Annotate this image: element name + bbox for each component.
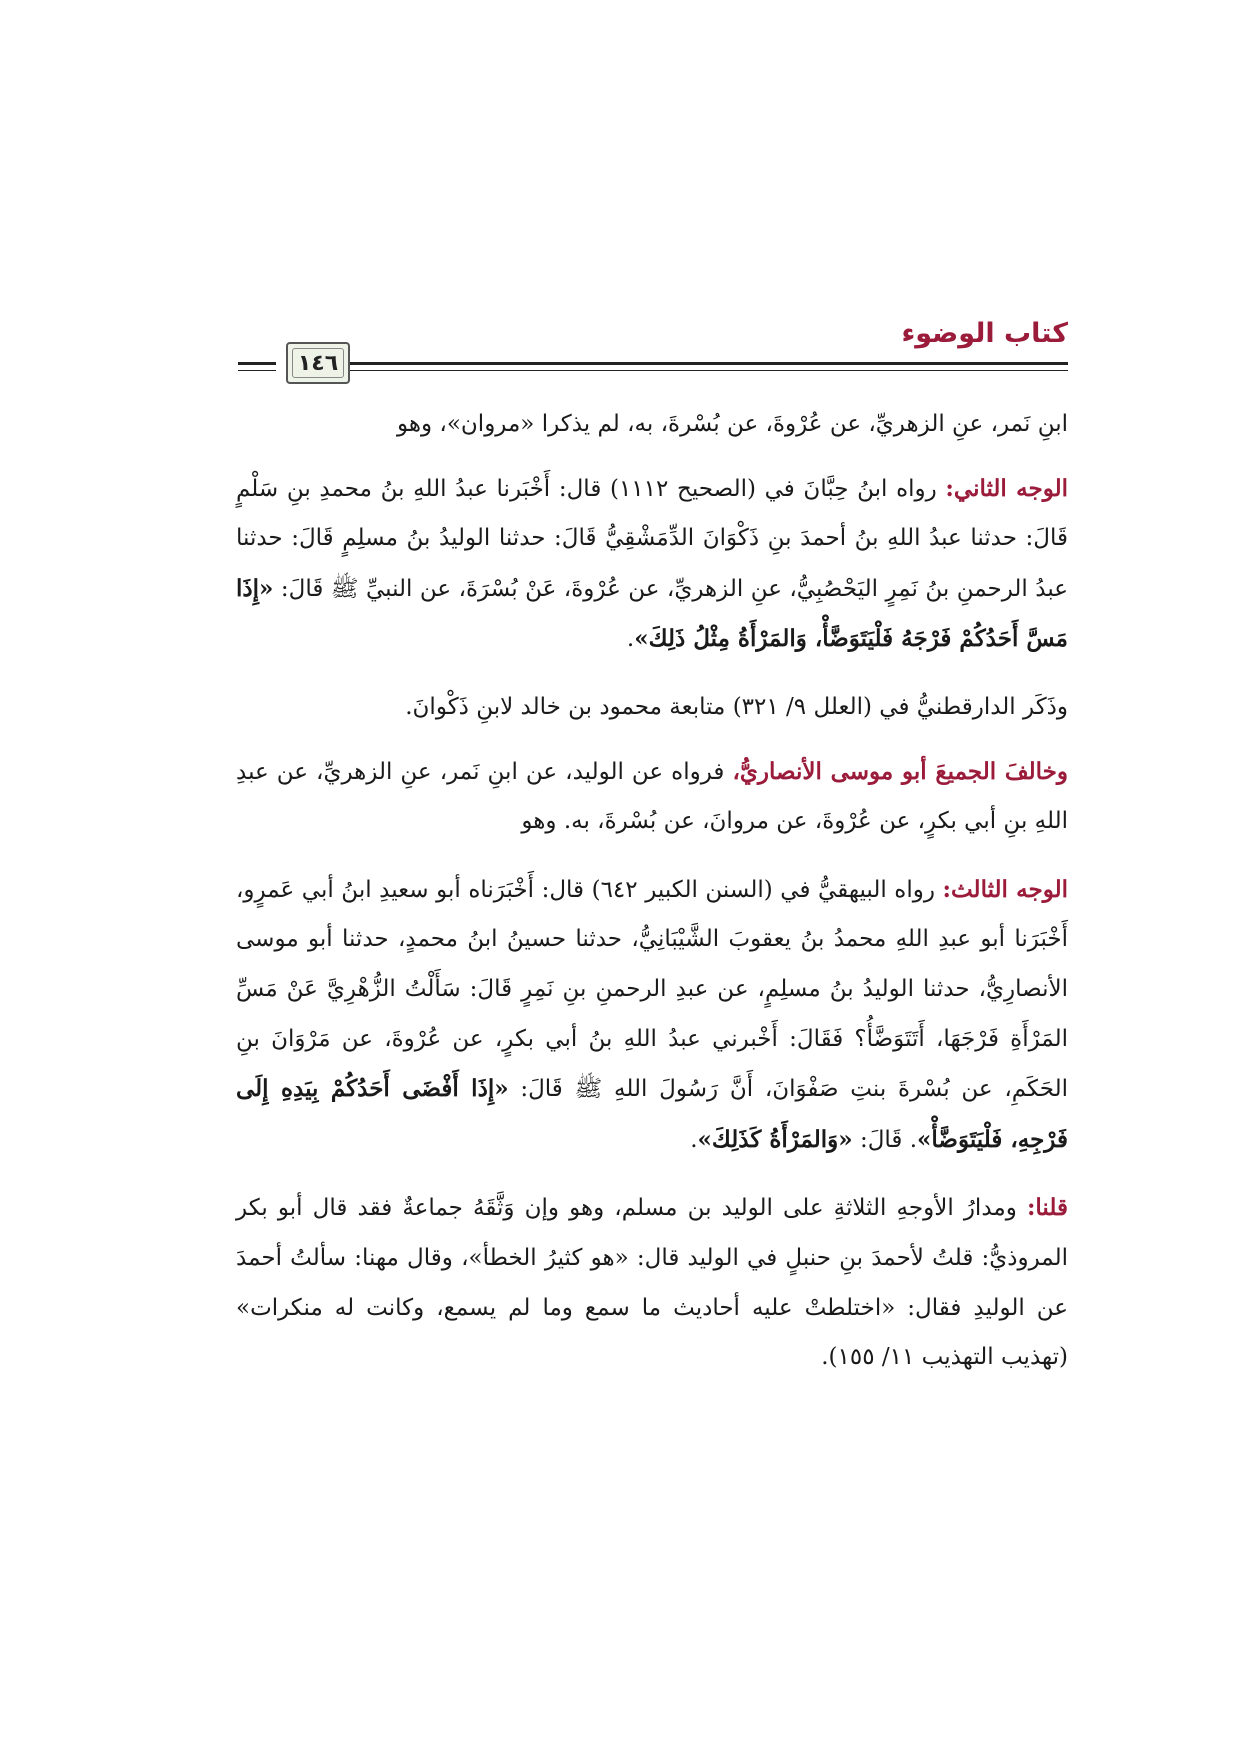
page-number: ١٤٦ bbox=[297, 350, 339, 376]
paragraph-3 bbox=[236, 683, 1068, 733]
paragraph-text-end: . bbox=[626, 626, 635, 653]
paragraph-text: . قَالَ: bbox=[852, 1126, 918, 1153]
section-heading: قلنا: bbox=[1026, 1194, 1068, 1222]
section-heading: الوجه الثالث: bbox=[942, 875, 1068, 903]
paragraph-text: ومدارُ الأوجهِ الثلاثةِ على الوليد بن مسلم، وهو وإن وَثَّقَهُ جماعةٌ فقد قال أبو بكر المروذيُّ: قلتُ لأحمدَ بنِ حنبلٍ في الوليد قال: «هو كثيرُ الخطأ»، وقال مهنا: سألتُ أحمدَ عن الوليدِ فقال: «اختلطتْ عليه أحاديث ما سمع وما لم يسمع، وكانت له منكرات» (تهذيب التهذيب ١١/ ١٥٥). bbox=[236, 1195, 1068, 1371]
paragraph-text: فرواه عن الوليد، عن ابنِ نَمر، عنِ الزهريِّ، عن عبدِ اللهِ بنِ أبي بكرٍ، عن عُرْوةَ، عن مروانَ، عن بُسْرةَ، به. وهو bbox=[236, 758, 1068, 835]
paragraph-text: رواه ابنُ حِبَّانَ في (الصحيح ١١١٢) قال: أَخْبَرنا عبدُ اللهِ بنُ محمدِ بنِ سَلْمٍ قَالَ: حدثنا عبدُ اللهِ بنُ أحمدَ بنِ ذَكْوَانَ الدِّمَشْقِيُّ قَالَ: حدثنا الوليدُ بنُ مسلِمٍ قَالَ: حدثنا عبدُ الرحمنِ بنُ نَمِرٍ اليَحْصُبِيُّ، عنِ الزهريِّ، عن عُرْوةَ، عَنْ بُسْرَةَ، عن النبيِّ ﷺ قَالَ: bbox=[236, 475, 1068, 602]
paragraph-1 bbox=[236, 400, 1068, 450]
header-rule-thick bbox=[338, 362, 1068, 365]
paragraph-text: ابنِ نَمر، عنِ الزهريِّ، عن عُرْوةَ، عن بُسْرةَ، به، لم يذكرا «مروان»، وهو bbox=[396, 411, 1068, 437]
paragraph-text: وذَكَر الدارقطنيُّ في (العلل ٩/ ٣٢١) متابعة محمود بن خالد لابنِ ذَكْوانَ. bbox=[405, 693, 1068, 720]
header-rule-left-thin bbox=[238, 370, 276, 371]
paragraph-4 bbox=[236, 747, 1068, 847]
hadith-quote: «إِذَا أَفْضَى أَحَدُكُمْ بِيَدِهِ إِلَى فَرْجِهِ، فَلْيَتَوَضَّأْ» bbox=[236, 1075, 1068, 1153]
paragraph-5 bbox=[236, 865, 1068, 1166]
body-text bbox=[236, 400, 1068, 1383]
page-number-badge bbox=[286, 342, 350, 384]
page-header bbox=[238, 318, 1068, 380]
header-rule-thin bbox=[338, 370, 1068, 371]
header-rule-left-thick bbox=[238, 362, 276, 365]
hadith-quote: «إِذَا مَسَّ أَحَدُكُمْ فَرْجَهُ فَلْيَتَوَضَّأْ، وَالمَرْأَةُ مِثْلُ ذَلِكَ» bbox=[236, 574, 1068, 653]
hadith-quote-2: «وَالمَرْأَةُ كَذَلِكَ» bbox=[697, 1125, 853, 1153]
book-title: كتاب الوضوء bbox=[901, 318, 1068, 349]
section-heading: الوجه الثاني: bbox=[945, 474, 1068, 502]
paragraph-6 bbox=[236, 1183, 1068, 1382]
section-heading: وخالفَ الجميعَ أبو موسى الأنصاريُّ، bbox=[732, 757, 1068, 785]
paragraph-text: رواه البيهقيُّ في (السنن الكبير ٦٤٢) قال: أَخْبَرَناه أبو سعيدِ ابنُ أبي عَمرٍو، أَخْبَرَنا أبو عبدِ اللهِ محمدُ بنُ يعقوبَ الشَّيْبَانِيُّ، حدثنا حسينُ ابنُ محمدٍ، حدثنا أبو موسى الأنصارِيُّ، حدثنا الوليدُ بنُ مسلِمٍ، عن عبدِ الرحمنِ بنِ نَمِرٍ قَالَ: سَأَلْتُ الزُّهْرِيَّ عَنْ مَسِّ المَرْأَةِ فَرْجَهَا، أَتَتَوَضَّأُ؟ فَقَالَ: أَخْبرني عبدُ اللهِ بنُ أبي بكرٍ، عن عُرْوةَ، عن مَرْوَانَ بنِ الحَكَمِ، عن بُسْرةَ بنتِ صَفْوَانَ، أَنَّ رَسُولَ اللهِ ﷺ قَالَ: bbox=[236, 876, 1068, 1103]
paragraph-2 bbox=[236, 464, 1068, 665]
paragraph-text-end: . bbox=[690, 1126, 698, 1153]
